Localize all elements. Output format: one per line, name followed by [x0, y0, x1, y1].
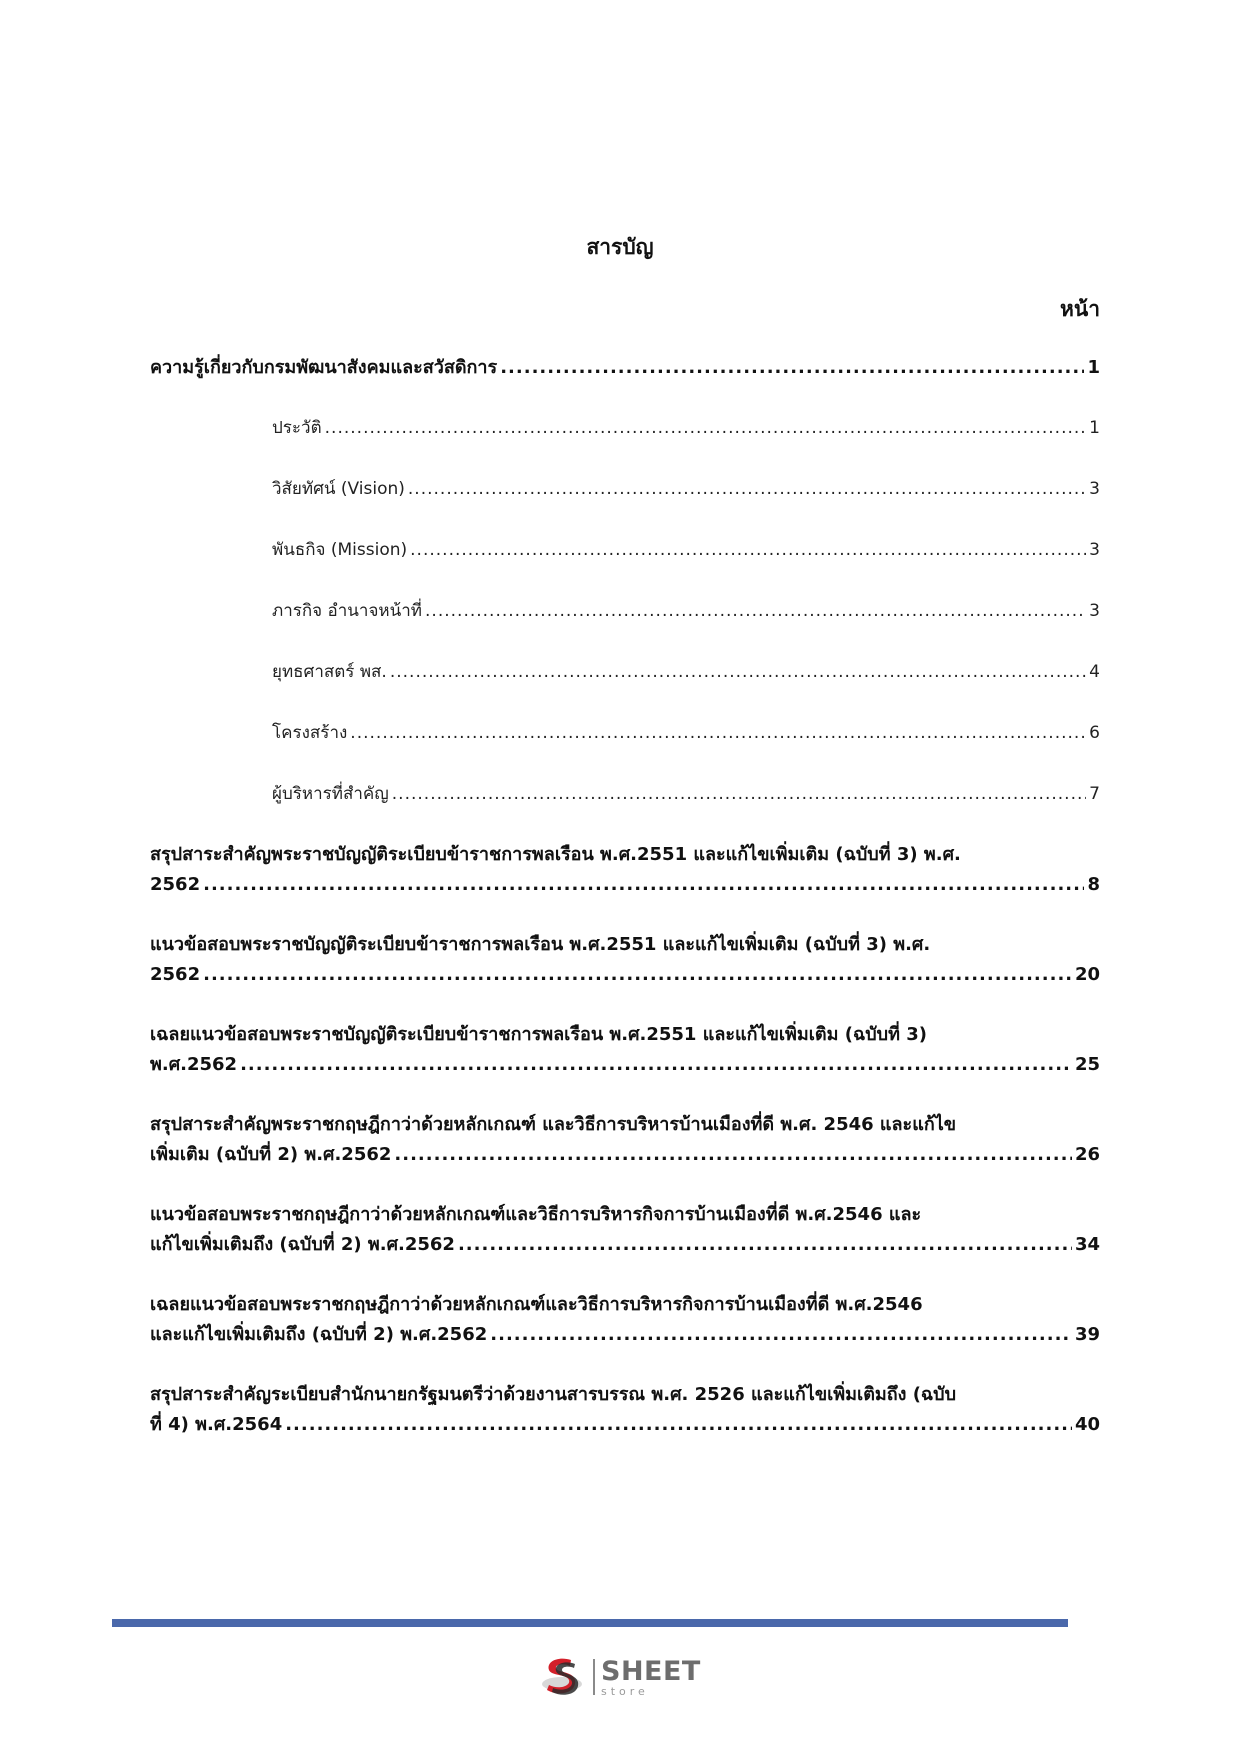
logo-text	[601, 1655, 701, 1698]
logo-word: SHEET	[601, 1655, 701, 1687]
toc-page-number: 1	[1087, 357, 1100, 378]
page-column-header: หน้า	[1060, 297, 1100, 321]
toc-entry-leader-line	[150, 960, 1100, 990]
sheet-store-logo	[537, 1652, 701, 1702]
toc-page-number: 3	[1089, 601, 1100, 621]
dot-leader	[458, 1230, 1072, 1260]
toc-page-number: 40	[1074, 1414, 1100, 1435]
toc-page-number: 20	[1074, 964, 1100, 985]
toc-entry-main	[150, 1020, 1100, 1080]
toc-entry-text-line: แนวข้อสอบพระราชบัญญัติระเบียบข้าราชการพลเรือน พ.ศ.2551 และแก้ไขเพิ่มเติม (ฉบับที่ 3) พ.ศ.	[150, 934, 931, 955]
toc-page-number: 3	[1089, 540, 1100, 560]
toc-entry-text: ภารกิจ อำนาจหน้าที่	[272, 601, 423, 621]
toc-page-number: 6	[1089, 723, 1100, 743]
toc-entry-main	[150, 1200, 1100, 1260]
logo-separator	[593, 1659, 595, 1695]
dot-leader	[425, 596, 1086, 626]
toc-entry-text: โครงสร้าง	[272, 723, 348, 743]
toc-entry-sub	[150, 657, 1100, 687]
toc-entry-main	[150, 1110, 1100, 1170]
toc-page-number: 26	[1074, 1144, 1100, 1165]
toc-entry-leader-line	[150, 1140, 1100, 1170]
toc-entry-main	[150, 1380, 1100, 1440]
toc-entry-text: ที่ 4) พ.ศ.2564	[150, 1414, 283, 1435]
toc-entry-text: เพิ่มเติม (ฉบับที่ 2) พ.ศ.2562	[150, 1144, 392, 1165]
toc-page-number: 8	[1087, 874, 1100, 895]
toc-entry-leader-line	[150, 1230, 1100, 1260]
toc-entry-text-line: แนวข้อสอบพระราชกฤษฎีกาว่าด้วยหลักเกณฑ์และวิธีการบริหารกิจการบ้านเมืองที่ดี พ.ศ.2546 และ	[150, 1204, 922, 1225]
toc-entry-main	[150, 930, 1100, 990]
toc-entry-leader-line	[272, 474, 1100, 504]
toc-entry-text: 2562	[150, 964, 201, 985]
toc-entry-text: ความรู้เกี่ยวกับกรมพัฒนาสังคมและสวัสดิการ	[150, 357, 498, 378]
toc-entry-main	[150, 840, 1100, 900]
dot-leader	[390, 657, 1086, 687]
toc-entry-leader-line	[150, 1050, 1100, 1080]
toc-entry-text-line: เฉลยแนวข้อสอบพระราชกฤษฎีกาว่าด้วยหลักเกณฑ์และวิธีการบริหารกิจการบ้านเมืองที่ดี พ.ศ.2546	[150, 1294, 923, 1315]
dot-leader	[408, 474, 1086, 504]
dot-leader	[285, 1410, 1072, 1440]
toc-entry-text: และแก้ไขเพิ่มเติมถึง (ฉบับที่ 2) พ.ศ.2562	[150, 1324, 488, 1345]
toc-entry-leader-line	[150, 1410, 1100, 1440]
toc-entry-leader-line	[272, 779, 1100, 809]
toc-entry-sub	[150, 413, 1100, 443]
toc-page-number: 25	[1074, 1054, 1100, 1075]
toc-entry-text-line: สรุปสาระสำคัญพระราชกฤษฎีกาว่าด้วยหลักเกณฑ์ และวิธีการบริหารบ้านเมืองที่ดี พ.ศ. 2546 และแก้ไข	[150, 1114, 957, 1135]
dot-leader	[490, 1320, 1072, 1350]
toc-page-number: 1	[1089, 418, 1100, 438]
toc-entry-text: พันธกิจ (Mission)	[272, 540, 408, 560]
toc-entry-sub	[150, 779, 1100, 809]
toc-page-number: 7	[1089, 784, 1100, 804]
toc-entry-leader-line	[272, 657, 1100, 687]
toc-title: สารบัญ	[586, 235, 654, 259]
toc-entry-leader-line	[150, 1320, 1100, 1350]
toc-entry-text: วิสัยทัศน์ (Vision)	[272, 479, 405, 499]
toc-entry-leader-line	[272, 596, 1100, 626]
toc-page-number: 34	[1074, 1234, 1100, 1255]
toc-entry-text: แก้ไขเพิ่มเติมถึง (ฉบับที่ 2) พ.ศ.2562	[150, 1234, 455, 1255]
dot-leader	[203, 870, 1084, 900]
logo-sub: store	[601, 1684, 649, 1698]
toc-entry-sub	[150, 474, 1100, 504]
toc-page-number: 4	[1089, 662, 1100, 682]
toc-entry-main	[150, 1290, 1100, 1350]
dot-leader	[500, 353, 1084, 383]
toc-entry-text: พ.ศ.2562	[150, 1054, 238, 1075]
toc-entry-text: ประวัติ	[272, 418, 322, 438]
toc-page-number: 39	[1074, 1324, 1100, 1345]
toc-entry-text: ยุทธศาสตร์ พส.	[272, 662, 387, 682]
toc-entry-sub	[150, 718, 1100, 748]
toc-entry-text-line: สรุปสาระสำคัญระเบียบสำนักนายกรัฐมนตรีว่าด้วยงานสารบรรณ พ.ศ. 2526 และแก้ไขเพิ่มเติมถึง (ฉบับ	[150, 1384, 957, 1405]
toc-entry-leader-line	[150, 870, 1100, 900]
toc-entry-main	[150, 353, 1100, 383]
toc-entry-text-line: สรุปสาระสำคัญพระราชบัญญัติระเบียบข้าราชการพลเรือน พ.ศ.2551 และแก้ไขเพิ่มเติม (ฉบับที่ 3) พ.ศ.	[150, 844, 961, 865]
toc-entry-leader-line	[272, 413, 1100, 443]
dot-leader	[394, 1140, 1072, 1170]
sheet-store-logo-icon	[537, 1652, 587, 1702]
toc-entry-text: 2562	[150, 874, 201, 895]
toc-entry-leader-line	[272, 718, 1100, 748]
dot-leader	[410, 535, 1086, 565]
toc-entry-sub	[150, 535, 1100, 565]
dot-leader	[392, 779, 1086, 809]
toc-entry-leader-line	[272, 535, 1100, 565]
toc-entry-sub	[150, 596, 1100, 626]
toc-page-number: 3	[1089, 479, 1100, 499]
dot-leader	[350, 718, 1086, 748]
toc-entry-text: ผู้บริหารที่สำคัญ	[272, 784, 389, 804]
toc-list	[150, 353, 1100, 1470]
footer-rule	[112, 1619, 1068, 1627]
dot-leader	[325, 413, 1087, 443]
dot-leader	[203, 960, 1072, 990]
toc-entry-text-line: เฉลยแนวข้อสอบพระราชบัญญัติระเบียบข้าราชการพลเรือน พ.ศ.2551 และแก้ไขเพิ่มเติม (ฉบับที่ 3)	[150, 1024, 927, 1045]
dot-leader	[240, 1050, 1072, 1080]
toc-entry-leader-line	[150, 353, 1100, 383]
